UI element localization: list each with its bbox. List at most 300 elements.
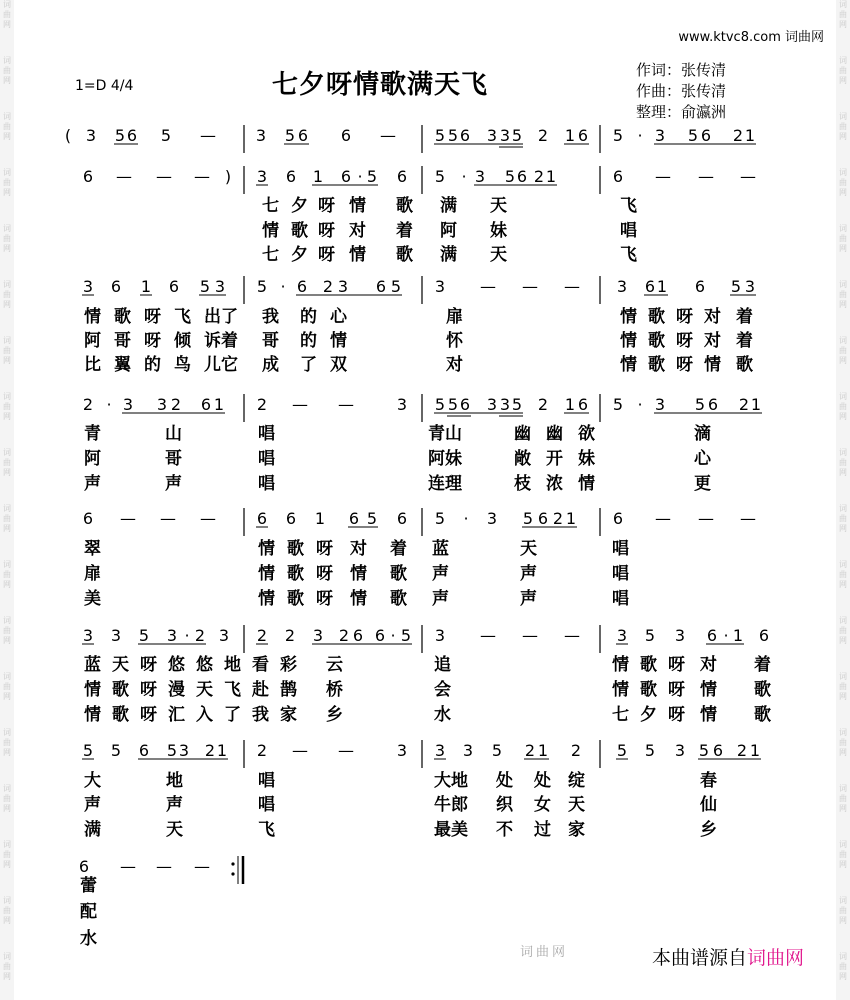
lyric-word: 天 xyxy=(196,680,213,700)
note: 5 xyxy=(82,741,94,760)
note: 2 xyxy=(256,626,268,645)
lyric-word: 飞 xyxy=(620,245,637,265)
lyric-word: 声 xyxy=(165,474,182,494)
lyric-word: 唱 xyxy=(612,564,629,584)
note: 3 xyxy=(85,126,97,145)
note: · xyxy=(390,626,396,645)
lyric-word: 歌 xyxy=(754,705,771,725)
lyric-word: 了 xyxy=(224,705,241,725)
lyric-word: 我 xyxy=(262,307,279,327)
note: 6 xyxy=(78,857,90,876)
lyric-word: 的 xyxy=(300,307,317,327)
lyric-word: 呀 xyxy=(316,539,333,559)
note: 6 xyxy=(375,277,387,296)
lyric-word: 歌 xyxy=(112,680,129,700)
note: 2 xyxy=(537,395,549,414)
lyric-word: 阿 xyxy=(440,221,457,241)
lyric-word: 声 xyxy=(520,589,537,609)
lyric-word: 扉 xyxy=(84,564,101,584)
note: 2 xyxy=(552,509,564,528)
note: 2 xyxy=(533,167,545,186)
lyric-word: 心 xyxy=(694,449,711,469)
lyric-word: 对 xyxy=(704,331,721,351)
note: 1 xyxy=(213,395,225,414)
note: — xyxy=(160,509,176,528)
lyric-word: 呀 xyxy=(318,196,335,216)
note: 6 xyxy=(577,126,589,145)
song-title: 七夕呀情歌满天飞 xyxy=(272,70,489,100)
lyric-word: 情 xyxy=(262,221,279,241)
lyric-word: 诉着 xyxy=(204,331,238,351)
note: 3 xyxy=(218,626,230,645)
lyric-word: 心 xyxy=(330,307,347,327)
lyric-word: 鸟 xyxy=(174,355,191,375)
note: · xyxy=(357,167,363,186)
note: 6 xyxy=(700,126,712,145)
lyric-word: 声 xyxy=(432,589,449,609)
note: 6 xyxy=(459,395,471,414)
lyric-word: 呀 xyxy=(318,221,335,241)
note: 1 xyxy=(750,395,762,414)
note: 3 xyxy=(256,167,268,186)
note: 6 xyxy=(537,509,549,528)
lyric-word: 妹 xyxy=(578,449,595,469)
lyric-word: 七 xyxy=(612,705,629,725)
lyric-word: 开 xyxy=(546,449,563,469)
lyric-word: 夕 xyxy=(291,245,308,265)
note: 3 xyxy=(110,626,122,645)
source-brand: 词曲网 xyxy=(746,947,804,969)
lyric-word: 追 xyxy=(434,655,451,675)
lyric-word: 声 xyxy=(84,795,101,815)
repeat-dot xyxy=(231,862,234,865)
left-watermark-text: 词 曲 网 词 曲 网 词 曲 网 词 曲 网 词 曲 网 词 曲 网 词 曲 网 词 曲 网 词 曲 网 词 曲 网 词 曲 网 词 曲 网 词 曲 网 词 曲 网 词 曲 网 词 曲 网 词 曲 网 词 曲 网 xyxy=(3,0,11,981)
lyric-word: 唱 xyxy=(258,795,275,815)
note: 6 xyxy=(712,741,724,760)
lyric-word: 情 xyxy=(612,655,629,675)
right-watermark-text: 词 曲 网 词 曲 网 词 曲 网 词 曲 网 词 曲 网 词 曲 网 词 曲 网 词 曲 网 词 曲 网 词 曲 网 词 曲 网 词 曲 网 词 曲 网 词 曲 网 词 曲 网 词 曲 网 词 曲 网 词 曲 网 xyxy=(839,0,847,981)
note: 6 xyxy=(516,167,528,186)
lyric-word: 大 xyxy=(84,771,101,791)
lyric-word: 情 xyxy=(700,705,717,725)
credit-name: 张传清 xyxy=(681,61,727,79)
note: — xyxy=(698,167,714,186)
note: — xyxy=(194,167,210,186)
lyric-word: 女 xyxy=(534,795,551,815)
note: 6 xyxy=(110,277,122,296)
lyric-word: 呀 xyxy=(318,245,335,265)
lyric-word: 歌 xyxy=(648,355,665,375)
note: · xyxy=(637,126,643,145)
lyric-word: 歌 xyxy=(112,705,129,725)
lyric-word: 过 xyxy=(534,820,551,840)
lyric-word: 美 xyxy=(84,589,101,609)
note: 6 xyxy=(707,395,719,414)
note: 2 xyxy=(738,395,750,414)
lyric-word: 水 xyxy=(434,705,451,725)
lyric-word: 呀 xyxy=(140,680,157,700)
lyric-word: 绽 xyxy=(568,771,585,791)
lyric-word: 对 xyxy=(349,221,366,241)
note: 6 xyxy=(374,626,386,645)
lyric-word: 歌 xyxy=(390,564,407,584)
lyric-word: 蓝 xyxy=(84,655,101,675)
lyric-word: 青山 xyxy=(428,424,462,444)
lyric-word: 双 xyxy=(330,355,347,375)
note: — xyxy=(338,741,354,760)
lyric-word: 春 xyxy=(700,771,717,791)
lyric-word: 呀 xyxy=(676,331,693,351)
note: 5 xyxy=(434,395,446,414)
note: 5 xyxy=(390,277,402,296)
lyric-word: 地 xyxy=(224,655,241,675)
lyric-word: 倾 xyxy=(174,331,191,351)
credit-label: 作曲： xyxy=(636,82,682,100)
note: 3 xyxy=(486,126,498,145)
note: 2 xyxy=(256,741,268,760)
note: 2 xyxy=(732,126,744,145)
note: 2 xyxy=(82,395,94,414)
lyric-word: 阿 xyxy=(84,331,101,351)
lyric-word: 不 xyxy=(496,820,513,840)
lyric-word: 欲 xyxy=(578,424,595,444)
note: 1 xyxy=(537,741,549,760)
note: 2 xyxy=(736,741,748,760)
note: 2 xyxy=(338,626,350,645)
lyric-word: 呀 xyxy=(144,331,161,351)
lyric-word: 成 xyxy=(262,355,279,375)
note: — xyxy=(655,509,671,528)
lyric-word: 天 xyxy=(112,655,129,675)
note: 3 xyxy=(616,626,628,645)
note: 5 xyxy=(256,277,268,296)
note: 3 xyxy=(486,509,498,528)
lyric-word: 呀 xyxy=(140,705,157,725)
lyric-word: 情 xyxy=(84,705,101,725)
lyric-word: 仙 xyxy=(700,795,717,815)
note: 1 xyxy=(744,126,756,145)
source-footer xyxy=(652,943,804,970)
note: 6 xyxy=(200,395,212,414)
lyric-word: 情 xyxy=(620,307,637,327)
lyric-word: 滴 xyxy=(694,424,711,444)
note: 5 xyxy=(612,395,624,414)
lyric-word: 看 xyxy=(252,655,269,675)
lyric-word: 情 xyxy=(330,331,347,351)
note: 6 xyxy=(352,626,364,645)
note: 3 xyxy=(499,126,511,145)
lyric-word: 家 xyxy=(280,705,297,725)
lyric-word: 歌 xyxy=(287,564,304,584)
lyric-word: 桥 xyxy=(326,680,343,700)
note: 6 xyxy=(396,167,408,186)
lyric-word: 声 xyxy=(520,564,537,584)
lyric-word: 歌 xyxy=(640,655,657,675)
note: 3 xyxy=(616,277,628,296)
note: 3 xyxy=(654,395,666,414)
lyric-word: 山 xyxy=(165,424,182,444)
note: 6 xyxy=(340,167,352,186)
note: 3 xyxy=(122,395,134,414)
credit-label: 整理： xyxy=(636,103,682,121)
note: — xyxy=(740,167,756,186)
lyric-word: 天 xyxy=(490,245,507,265)
note: 3 xyxy=(255,126,267,145)
note: — xyxy=(564,626,580,645)
lyric-word: 哥 xyxy=(114,331,131,351)
note: 3 xyxy=(396,395,408,414)
note: · xyxy=(106,395,112,414)
lyric-word: 幽 xyxy=(546,424,563,444)
lyric-word: 情 xyxy=(620,355,637,375)
lyric-word: 七 xyxy=(262,196,279,216)
lyric-word: 着 xyxy=(390,539,407,559)
lyric-word: 呀 xyxy=(144,307,161,327)
lyric-word: 对 xyxy=(446,355,463,375)
note: 2 xyxy=(322,277,334,296)
note: 2 xyxy=(204,741,216,760)
note: 5 xyxy=(504,167,516,186)
note: 6 xyxy=(348,509,360,528)
note: 5 xyxy=(199,277,211,296)
note: 5 xyxy=(522,509,534,528)
lyric-word: 歌 xyxy=(287,539,304,559)
lyric-word: 情 xyxy=(349,245,366,265)
lyric-word: 天 xyxy=(520,539,537,559)
lyric-word: 对 xyxy=(350,539,367,559)
note: 5 xyxy=(114,126,126,145)
lyric-word: 的 xyxy=(300,331,317,351)
note: 1 xyxy=(545,167,557,186)
note: 1 xyxy=(140,277,152,296)
note: ( xyxy=(64,126,72,145)
lyric-word: 情 xyxy=(612,680,629,700)
note: 1 xyxy=(656,277,668,296)
note: 5 xyxy=(730,277,742,296)
faint-watermark: 词曲网 xyxy=(520,945,569,960)
lyric-word: 天 xyxy=(166,820,183,840)
note: 6 xyxy=(256,509,268,528)
note: 6 xyxy=(285,167,297,186)
credit-label: 作词： xyxy=(636,61,682,79)
lyric-word: 翼 xyxy=(114,355,131,375)
note: 6 xyxy=(340,126,352,145)
note: 5 xyxy=(511,395,523,414)
note: 6 xyxy=(644,277,656,296)
note: — xyxy=(120,857,136,876)
note: — xyxy=(292,741,308,760)
note: 6 xyxy=(396,509,408,528)
note: 5 xyxy=(511,126,523,145)
note: — xyxy=(522,277,538,296)
note: 5 xyxy=(138,626,150,645)
lyric-word: 扉 xyxy=(446,307,463,327)
lyric-word: 呀 xyxy=(316,589,333,609)
lyric-word: 歌 xyxy=(640,680,657,700)
note: 1 xyxy=(732,626,744,645)
note: 6 xyxy=(82,509,94,528)
lyric-word: 怀 xyxy=(446,331,463,351)
note: 5 xyxy=(434,509,446,528)
lyric-word: 蓝 xyxy=(432,539,449,559)
lyric-word: 情 xyxy=(84,680,101,700)
lyric-word: 飞 xyxy=(174,307,191,327)
note: 3 xyxy=(166,626,178,645)
lyric-word: 彩 xyxy=(280,655,297,675)
note: 2 xyxy=(284,626,296,645)
lyric-word: 悠 xyxy=(196,655,213,675)
lyric-word: 最美 xyxy=(434,820,468,840)
note: 3 xyxy=(499,395,511,414)
note: · xyxy=(280,277,286,296)
note: 3 xyxy=(214,277,226,296)
lyric-word: 敞 xyxy=(514,449,531,469)
lyric-word: 地 xyxy=(166,771,183,791)
lyric-word: 天 xyxy=(490,196,507,216)
lyric-word: 家 xyxy=(568,820,585,840)
lyric-word: 满 xyxy=(440,245,457,265)
lyric-word: 歌 xyxy=(736,355,753,375)
note: 6 xyxy=(612,167,624,186)
lyric-word: 夕 xyxy=(291,196,308,216)
lyric-word: 云 xyxy=(326,655,343,675)
note: 3 xyxy=(434,741,446,760)
note: ) xyxy=(224,167,232,186)
note: — xyxy=(698,509,714,528)
lyric-word: 着 xyxy=(736,331,753,351)
note: · xyxy=(184,626,190,645)
note: 3 xyxy=(674,741,686,760)
lyric-word: 情 xyxy=(258,589,275,609)
credit-name: 俞瀛洲 xyxy=(681,103,727,121)
lyric-word: 歌 xyxy=(648,331,665,351)
lyric-word: 唱 xyxy=(612,539,629,559)
lyric-word: 呀 xyxy=(316,564,333,584)
note: · xyxy=(637,395,643,414)
lyric-word: 对 xyxy=(700,655,717,675)
lyric-word: 飞 xyxy=(258,820,275,840)
lyric-word: 天 xyxy=(568,795,585,815)
lyric-word: 着 xyxy=(754,655,771,675)
lyric-word: 着 xyxy=(736,307,753,327)
note: 6 xyxy=(758,626,770,645)
lyric-word: 阿妹 xyxy=(428,449,462,469)
note: 3 xyxy=(396,741,408,760)
note: 2 xyxy=(170,395,182,414)
lyric-word: 情 xyxy=(578,474,595,494)
note: 3 xyxy=(434,626,446,645)
lyric-word: 牛郎 xyxy=(434,795,468,815)
lyric-word: 出了 xyxy=(204,307,238,327)
note: 1 xyxy=(312,167,324,186)
note: — xyxy=(292,395,308,414)
note: — xyxy=(200,509,216,528)
lyric-word: 情 xyxy=(350,589,367,609)
note: 5 xyxy=(612,126,624,145)
repeat-dot xyxy=(231,872,234,875)
lyric-word: 夕 xyxy=(640,705,657,725)
note: 3 xyxy=(82,626,94,645)
lyric-word: 情 xyxy=(700,680,717,700)
note: 6 xyxy=(138,741,150,760)
lyric-word: 声 xyxy=(84,474,101,494)
note: 6 xyxy=(285,509,297,528)
lyric-word: 满 xyxy=(84,820,101,840)
lyric-word: 情 xyxy=(704,355,721,375)
note: 1 xyxy=(314,509,326,528)
note: 5 xyxy=(491,741,503,760)
note: — xyxy=(338,395,354,414)
key-signature: 1=D 4/4 xyxy=(75,78,134,94)
note: 3 xyxy=(178,741,190,760)
note: 1 xyxy=(564,395,576,414)
note: 3 xyxy=(156,395,168,414)
note: — xyxy=(564,277,580,296)
note: 5 xyxy=(694,395,706,414)
lyric-word: 枝 xyxy=(514,474,531,494)
lyric-word: 七 xyxy=(262,245,279,265)
site-url: www.ktvc8.com 词曲网 xyxy=(678,30,824,45)
lyric-word: 乡 xyxy=(326,705,343,725)
lyric-word: 连理 xyxy=(428,474,462,494)
lyric-word: 歌 xyxy=(396,245,413,265)
lyric-word: 情 xyxy=(258,564,275,584)
lyric-word: 歌 xyxy=(754,680,771,700)
note: 2 xyxy=(570,741,582,760)
source-text: 本曲谱源自 xyxy=(651,947,747,969)
lyric-word: 阿 xyxy=(84,449,101,469)
lyric-word: 歌 xyxy=(287,589,304,609)
lyric-word: 歌 xyxy=(114,307,131,327)
note: 3 xyxy=(434,277,446,296)
lyric-word: 浓 xyxy=(546,474,563,494)
note: 3 xyxy=(82,277,94,296)
lyric-word: 青 xyxy=(84,424,101,444)
note: 6 xyxy=(694,277,706,296)
lyric-word: 了 xyxy=(300,355,317,375)
note: 3 xyxy=(486,395,498,414)
lyric-word: 织 xyxy=(496,795,513,815)
note: 5 xyxy=(284,126,296,145)
lyric-word: 入 xyxy=(196,705,213,725)
lyric-word: 呀 xyxy=(668,680,685,700)
lyric-word: 情 xyxy=(349,196,366,216)
note: — xyxy=(380,126,396,145)
note: 3 xyxy=(654,126,666,145)
note: 6 xyxy=(168,277,180,296)
lyric-word: 歌 xyxy=(291,221,308,241)
lyric-word: 幽 xyxy=(514,424,531,444)
lyric-word: 水 xyxy=(80,929,97,949)
note: 2 xyxy=(524,741,536,760)
note: 6 xyxy=(706,626,718,645)
lyric-word: 儿它 xyxy=(204,355,238,375)
lyric-word: 妹 xyxy=(490,221,507,241)
lyric-word: 情 xyxy=(84,307,101,327)
lyric-word: 声 xyxy=(432,564,449,584)
lyric-word: 哥 xyxy=(165,449,182,469)
lyric-word: 翠 xyxy=(84,539,101,559)
note: — xyxy=(480,626,496,645)
lyric-word: 呀 xyxy=(668,655,685,675)
note: 3 xyxy=(337,277,349,296)
note: 5 xyxy=(366,509,378,528)
lyric-word: 唱 xyxy=(258,449,275,469)
note: 3 xyxy=(312,626,324,645)
lyric-word: 歌 xyxy=(396,196,413,216)
lyric-word: 对 xyxy=(704,307,721,327)
note: 6 xyxy=(296,277,308,296)
